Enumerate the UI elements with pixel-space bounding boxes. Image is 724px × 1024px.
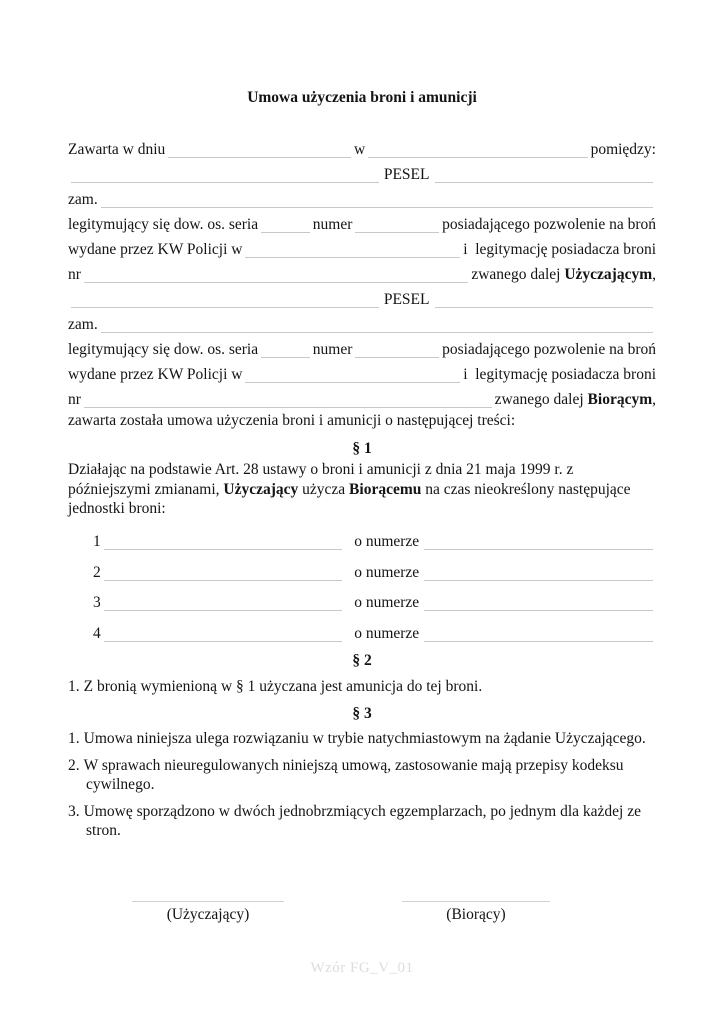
o-numerze-label: o numerze bbox=[354, 533, 420, 550]
pesel-label: PESEL bbox=[383, 291, 430, 308]
weapon-2-name-blank bbox=[104, 576, 342, 581]
signature-block bbox=[68, 901, 656, 924]
contract-header-form bbox=[68, 134, 656, 409]
party1-name-blank bbox=[71, 178, 379, 183]
party1-address-line bbox=[68, 184, 656, 209]
party2-permit-issuer-line bbox=[68, 359, 656, 384]
party1-police-city-blank bbox=[245, 253, 460, 258]
weapon-3-name-blank bbox=[104, 606, 342, 611]
signature-right-line bbox=[402, 901, 550, 902]
party2-address-line bbox=[68, 309, 656, 334]
weapon-row bbox=[68, 582, 656, 613]
party1-term: Użyczającym bbox=[564, 266, 653, 283]
party2-name-pesel-line bbox=[68, 284, 656, 309]
section-3-item: 1. Umowa niniejsza ulega rozwiązaniu w trybie natychmiastowym na żądanie Użyczającego. bbox=[68, 730, 646, 747]
weapon-index: 1 bbox=[93, 533, 101, 550]
zam-label: zam. bbox=[68, 191, 98, 208]
weapon-4-name-blank bbox=[104, 637, 342, 642]
party2-pesel-blank bbox=[435, 303, 654, 308]
place-blank bbox=[368, 153, 587, 158]
o-numerze-label: o numerze bbox=[354, 594, 420, 611]
signature-left-label: (Użyczający) bbox=[166, 905, 250, 923]
license-label: i legitymację posiadacza broni bbox=[463, 366, 656, 383]
party2-id-series-blank bbox=[261, 353, 310, 358]
party1-permit-issuer-line bbox=[68, 234, 656, 259]
section-3-heading: § 3 bbox=[352, 705, 372, 722]
weapon-index: 3 bbox=[93, 594, 101, 611]
zam-label: zam. bbox=[68, 316, 98, 333]
nr-label: nr bbox=[68, 266, 81, 283]
document-title: Umowa użyczenia broni i amunicji bbox=[247, 89, 477, 106]
party2-police-city-blank bbox=[245, 378, 460, 383]
weapon-row bbox=[68, 612, 656, 643]
party1-id-line bbox=[68, 209, 656, 234]
id-series-label: legitymujący się dow. os. seria bbox=[68, 216, 259, 233]
party1-license-number-blank bbox=[84, 278, 468, 283]
section-2-heading: § 2 bbox=[352, 651, 372, 669]
party1-address-blank bbox=[101, 203, 653, 208]
weapon-index: 4 bbox=[93, 624, 101, 642]
issued-by-label: wydane przez KW Policji w bbox=[68, 366, 243, 383]
lender-bold: Użyczający bbox=[223, 480, 299, 498]
signature-right bbox=[402, 901, 550, 924]
party1-license-line bbox=[68, 259, 656, 284]
license-label: i legitymację posiadacza broni bbox=[463, 241, 656, 258]
party2-address-blank bbox=[101, 328, 653, 333]
party2-term: Biorącym bbox=[587, 391, 653, 408]
party1-id-series-blank bbox=[261, 228, 310, 233]
party1-designation: zwanego dalej Użyczającym, bbox=[471, 266, 656, 283]
weapon-1-serial-blank bbox=[424, 545, 653, 550]
weapon-1-name-blank bbox=[104, 545, 342, 550]
template-watermark: Wzór FG_V_01 bbox=[310, 960, 414, 976]
party2-designation: zwanego dalej Biorącym, bbox=[494, 391, 656, 408]
pesel-label: PESEL bbox=[383, 166, 430, 183]
line-date-place bbox=[68, 134, 656, 159]
w-label: w bbox=[354, 141, 366, 158]
section-3-list bbox=[68, 729, 656, 841]
numer-label: numer bbox=[312, 341, 353, 358]
issued-by-label: wydane przez KW Policji w bbox=[68, 241, 243, 258]
weapon-2-serial-blank bbox=[424, 576, 653, 581]
numer-label: numer bbox=[312, 216, 353, 233]
o-numerze-label: o numerze bbox=[354, 624, 420, 642]
borrower-bold: Biorącemu bbox=[349, 480, 422, 498]
weapon-row bbox=[68, 551, 656, 582]
weapon-list bbox=[68, 521, 656, 643]
party2-license-number-blank bbox=[84, 403, 492, 408]
section-3-item: 3. Umowę sporządzono w dwóch jednobrzmiących egzemplarzach, po jednym dla każdej ze stron. bbox=[68, 802, 641, 839]
section-1-heading: § 1 bbox=[352, 440, 372, 457]
party2-id-line bbox=[68, 334, 656, 359]
weapon-row bbox=[68, 521, 656, 552]
signature-right-label: (Biorący) bbox=[446, 905, 506, 923]
date-blank bbox=[168, 153, 351, 158]
section-1-paragraph: Działając na podstawie Art. 28 ustawy o broni i amunicji z dnia 21 maja 1999 r. z późniejszymi zmianami, Użyczający użycza Biorącemu na czas nieokreślony następujące jednostki broni: bbox=[68, 461, 631, 517]
id-series-label: legitymujący się dow. os. seria bbox=[68, 341, 259, 358]
permit-label: posiadającego pozwolenie na broń bbox=[442, 216, 656, 233]
weapon-3-serial-blank bbox=[424, 606, 653, 611]
permit-label: posiadającego pozwolenie na broń bbox=[442, 341, 656, 358]
party1-pesel-blank bbox=[435, 178, 654, 183]
party1-id-number-blank bbox=[355, 228, 439, 233]
party2-name-blank bbox=[71, 303, 379, 308]
signature-left-line bbox=[132, 901, 284, 902]
signature-left bbox=[132, 901, 284, 924]
section-2-item: 1. Z bronią wymienioną w § 1 użyczana jest amunicja do tej broni. bbox=[68, 677, 483, 695]
section-3-item: 2. W sprawach nieuregulowanych niniejszą umową, zastosowanie mają przepisy kodeksu cywilnego. bbox=[68, 756, 624, 793]
nr-label: nr bbox=[68, 391, 81, 408]
zawarta-w-dniu-label: Zawarta w dniu bbox=[68, 141, 166, 158]
weapon-index: 2 bbox=[93, 563, 101, 581]
party1-name-pesel-line bbox=[68, 159, 656, 184]
party2-license-line bbox=[68, 384, 656, 409]
party2-id-number-blank bbox=[355, 353, 439, 358]
pomiedzy-label: pomiędzy: bbox=[590, 141, 656, 158]
contract-intro-closing: zawarta została umowa użyczenia broni i amunicji o następującej treści: bbox=[68, 412, 516, 429]
o-numerze-label: o numerze bbox=[354, 563, 420, 581]
weapon-4-serial-blank bbox=[424, 637, 653, 642]
